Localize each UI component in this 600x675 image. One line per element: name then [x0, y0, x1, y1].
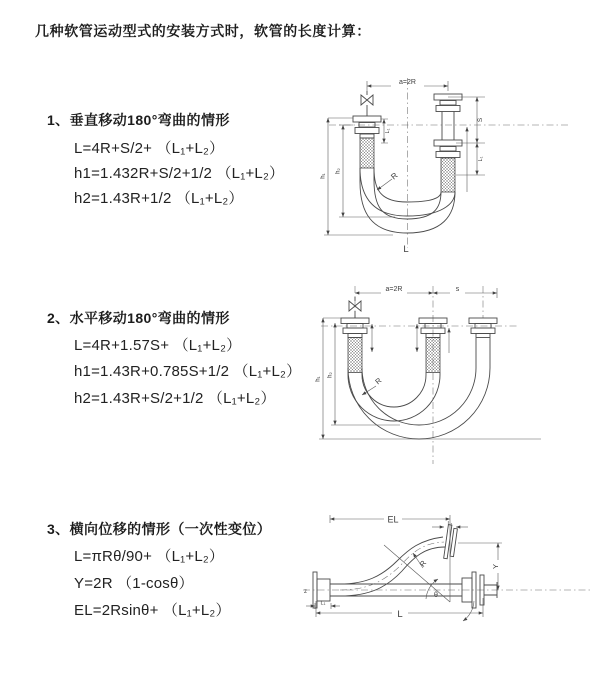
- d1-dim-h2-label: h₂: [335, 168, 342, 174]
- d2-dim-h2-label: h₂: [327, 372, 334, 378]
- section-1-formula-L: L=4R+S/2+ （L₁+L₂）: [74, 140, 225, 157]
- d3-centerline-break-mark: z: [304, 589, 307, 595]
- d2-radius-label: R: [373, 375, 384, 387]
- section-3-formula-EL: EL=2Rsinθ+ （L₁+L₂）: [74, 602, 231, 619]
- section-3-heading: 3、横向位移的情形（一次性变位）: [47, 521, 272, 537]
- d3-angle-theta-label: θ: [434, 592, 438, 599]
- d2-dim-a2r-label: a=2R: [385, 286, 403, 293]
- section-2-formula-h1: h1=1.43R+0.785S+1/2 （L₁+L₂）: [74, 363, 302, 380]
- d1-length-label: L: [403, 244, 409, 255]
- diagram-horizontal-180-bend: [315, 278, 595, 473]
- hose-drawing-1: [324, 78, 571, 248]
- d3-dim-l1-top-label: L₁: [447, 521, 453, 527]
- d1-dim-l1-right-label: L₁: [478, 156, 484, 162]
- section-2-formula-h2: h2=1.43R+S/2+1/2 （L₁+L₂）: [74, 390, 276, 407]
- d3-dim-l1-bottom-label: L₁: [320, 600, 326, 607]
- section-1-formula-h2: h2=1.43R+1/2 （L₁+L₂）: [74, 190, 244, 207]
- hose-drawing-3: [303, 515, 592, 621]
- section-3-formula-L: L=πRθ/90+ （L₁+L₂）: [74, 548, 225, 565]
- d1-dim-a2r-label: a=2R: [399, 79, 416, 86]
- section-1-heading: 1、垂直移动180°弯曲的情形: [47, 112, 230, 128]
- d1-dim-h1-label: h₁: [320, 173, 327, 179]
- d3-dim-l-label: L: [397, 609, 403, 620]
- d1-dim-s-label: S: [477, 117, 484, 123]
- d2-dim-h1-label: h₁: [315, 376, 322, 382]
- section-2-formula-L: L=4R+1.57S+ （L₁+L₂）: [74, 337, 242, 354]
- d1-dim-l1-left-label: L₁: [385, 128, 391, 134]
- diagram-vertical-180-bend: [315, 70, 595, 260]
- hose-drawing-2: [319, 286, 541, 464]
- d2-dim-s-label: s: [455, 286, 460, 293]
- section-3-formula-Y: Y=2R （1-cosθ）: [74, 575, 194, 592]
- d1-radius-label: R: [389, 170, 400, 182]
- section-1-formula-h1: h1=1.432R+S/2+1/2 （L₁+L₂）: [74, 165, 285, 182]
- diagram-lateral-displacement: [300, 505, 595, 650]
- d3-radius-label: R: [417, 558, 429, 569]
- page-title: 几种软管运动型式的安装方式时，软管的长度计算：: [35, 23, 371, 39]
- section-2-heading: 2、水平移动180°弯曲的情形: [47, 310, 230, 326]
- d3-dim-el-label: EL: [387, 514, 399, 525]
- d3-dim-y-label: Y: [491, 563, 500, 570]
